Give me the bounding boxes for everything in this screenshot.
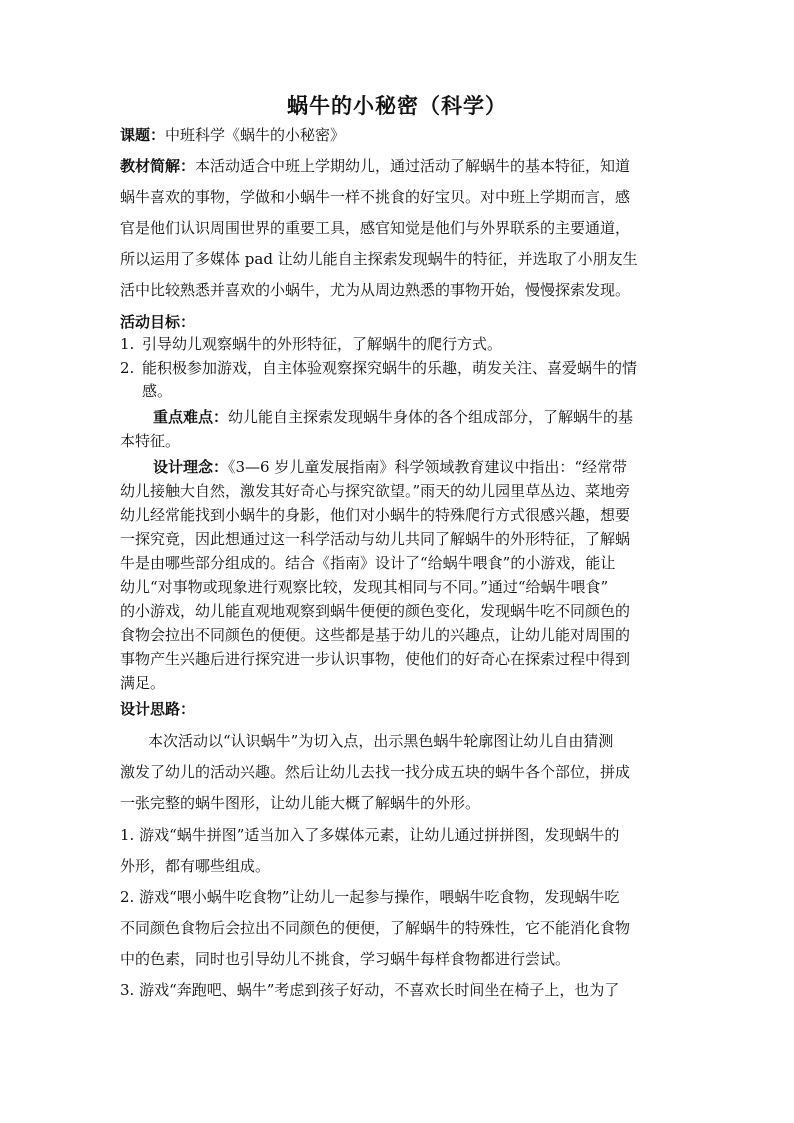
- thinking-item-line: 不同颜色食物后会拉出不同颜色的便便，了解蜗牛的特殊性，它不能消化食物: [120, 919, 631, 937]
- thinking-paragraph-line: 本次活动以“认识蜗牛”为切入点，出示黑色蜗牛轮廓图让幼儿自由猜测: [148, 732, 614, 750]
- goal-number: 1.: [120, 335, 135, 353]
- thinking-paragraph-line: 激发了幼儿的活动兴趣。然后让幼儿去找一找分成五块的蜗牛各个部位，拼成: [120, 763, 631, 781]
- concept-line: 一探究竟，因此想通过这一科学活动与幼儿共同了解蜗牛的外形特征，了解蜗: [120, 530, 631, 548]
- thinking-heading: 设计思路：: [120, 700, 196, 718]
- course-value: 中班科学《蜗牛的小秘密》: [165, 126, 346, 144]
- intro-line: [120, 155, 680, 177]
- goal-number: 2.: [120, 359, 135, 377]
- page-title: 蜗牛的小秘密（科学）: [287, 93, 507, 118]
- intro-line: 活中比较熟悉并喜欢的小蜗牛，尤为从周边熟悉的事物开始，慢慢探索发现。: [120, 281, 631, 299]
- intro-label: 教材简解：: [120, 157, 196, 175]
- thinking-item-line: 外形，都有哪些组成。: [120, 857, 271, 875]
- concept-line: 食物会拉出不同颜色的便便。这些都是基于幼儿的兴趣点，让幼儿能对周围的: [120, 626, 631, 644]
- concept-line: 幼儿“对事物或现象进行观察比较，发现其相同与不同。”通过“给蜗牛喂食”: [120, 578, 609, 596]
- thinking-paragraph-line: 一张完整的蜗牛图形，让幼儿能大概了解蜗牛的外形。: [120, 794, 481, 812]
- concept-line: 幼儿接触大自然，激发其好奇心与探究欲望。”雨天的幼儿园里草丛边、菜地旁: [120, 482, 631, 500]
- course-line: [120, 124, 680, 146]
- concept-line: 牛是由哪些部分组成的。结合《指南》设计了“给蜗牛喂食”的小游戏，能让: [120, 554, 616, 572]
- keypoint-line: [153, 406, 713, 428]
- concept-text: 《3—6 岁儿童发展指南》科学领域教育建议中指出：“经常带: [228, 458, 628, 476]
- concept-label: 设计理念：: [153, 458, 229, 476]
- goal-item: [120, 357, 680, 379]
- goal-item: [120, 333, 680, 355]
- concept-line: 的小游戏，幼儿能直观地观察到蜗牛便便的颜色变化，发现蜗牛吃不同颜色的: [120, 602, 631, 620]
- goal-text-continued: 感。: [142, 382, 173, 400]
- concept-line: [153, 456, 713, 478]
- thinking-item-line: 1. 游戏“蜗牛拼图”适当加入了多媒体元素，让幼儿通过拼拼图，发现蜗牛的: [120, 826, 620, 844]
- keypoint-text: 幼儿能自主探索发现蜗牛身体的各个组成部分，了解蜗牛的基: [228, 408, 634, 426]
- goal-text: 引导幼儿观察蜗牛的外形特征，了解蜗牛的爬行方式。: [142, 335, 503, 353]
- goal-text: 能积极参加游戏，自主体验观察探究蜗牛的乐趣，萌发关注、喜爱蜗牛的情: [142, 359, 638, 377]
- intro-text: 本活动适合中班上学期幼儿，通过活动了解蜗牛的基本特征，知道: [195, 157, 631, 175]
- course-label: 课题：: [120, 126, 166, 144]
- keypoint-line: 本特征。: [120, 432, 181, 450]
- intro-line: 官是他们认识周围世界的重要工具，感官知觉是他们与外界联系的主要通道，: [120, 219, 631, 237]
- thinking-item-line: 3. 游戏“奔跑吧、蜗牛”考虑到孩子好动，不喜欢长时间坐在椅子上，也为了: [120, 981, 620, 999]
- intro-line: 所以运用了多媒体 pad 让幼儿能自主探索发现蜗牛的特征，并选取了小朋友生: [120, 250, 638, 268]
- intro-line: 蜗牛喜欢的事物，学做和小蜗牛一样不挑食的好宝贝。对中班上学期而言，感: [120, 188, 631, 206]
- concept-line: 幼儿经常能找到小蜗牛的身影，他们对小蜗牛的特殊爬行方式很感兴趣，想要: [120, 506, 631, 524]
- thinking-item-line: 中的色素，同时也引导幼儿不挑食，学习蜗牛每样食物都进行尝试。: [120, 950, 571, 968]
- concept-line: 事物产生兴趣后进行探究进一步认识事物，使他们的好奇心在探索过程中得到: [120, 650, 631, 668]
- concept-line: 满足。: [120, 674, 166, 692]
- keypoint-label: 重点难点：: [153, 408, 229, 426]
- thinking-item-line: 2. 游戏“喂小蜗牛吃食物”让幼儿一起参与操作，喂蜗牛吃食物，发现蜗牛吃: [120, 888, 620, 906]
- goals-heading: 活动目标：: [120, 313, 196, 331]
